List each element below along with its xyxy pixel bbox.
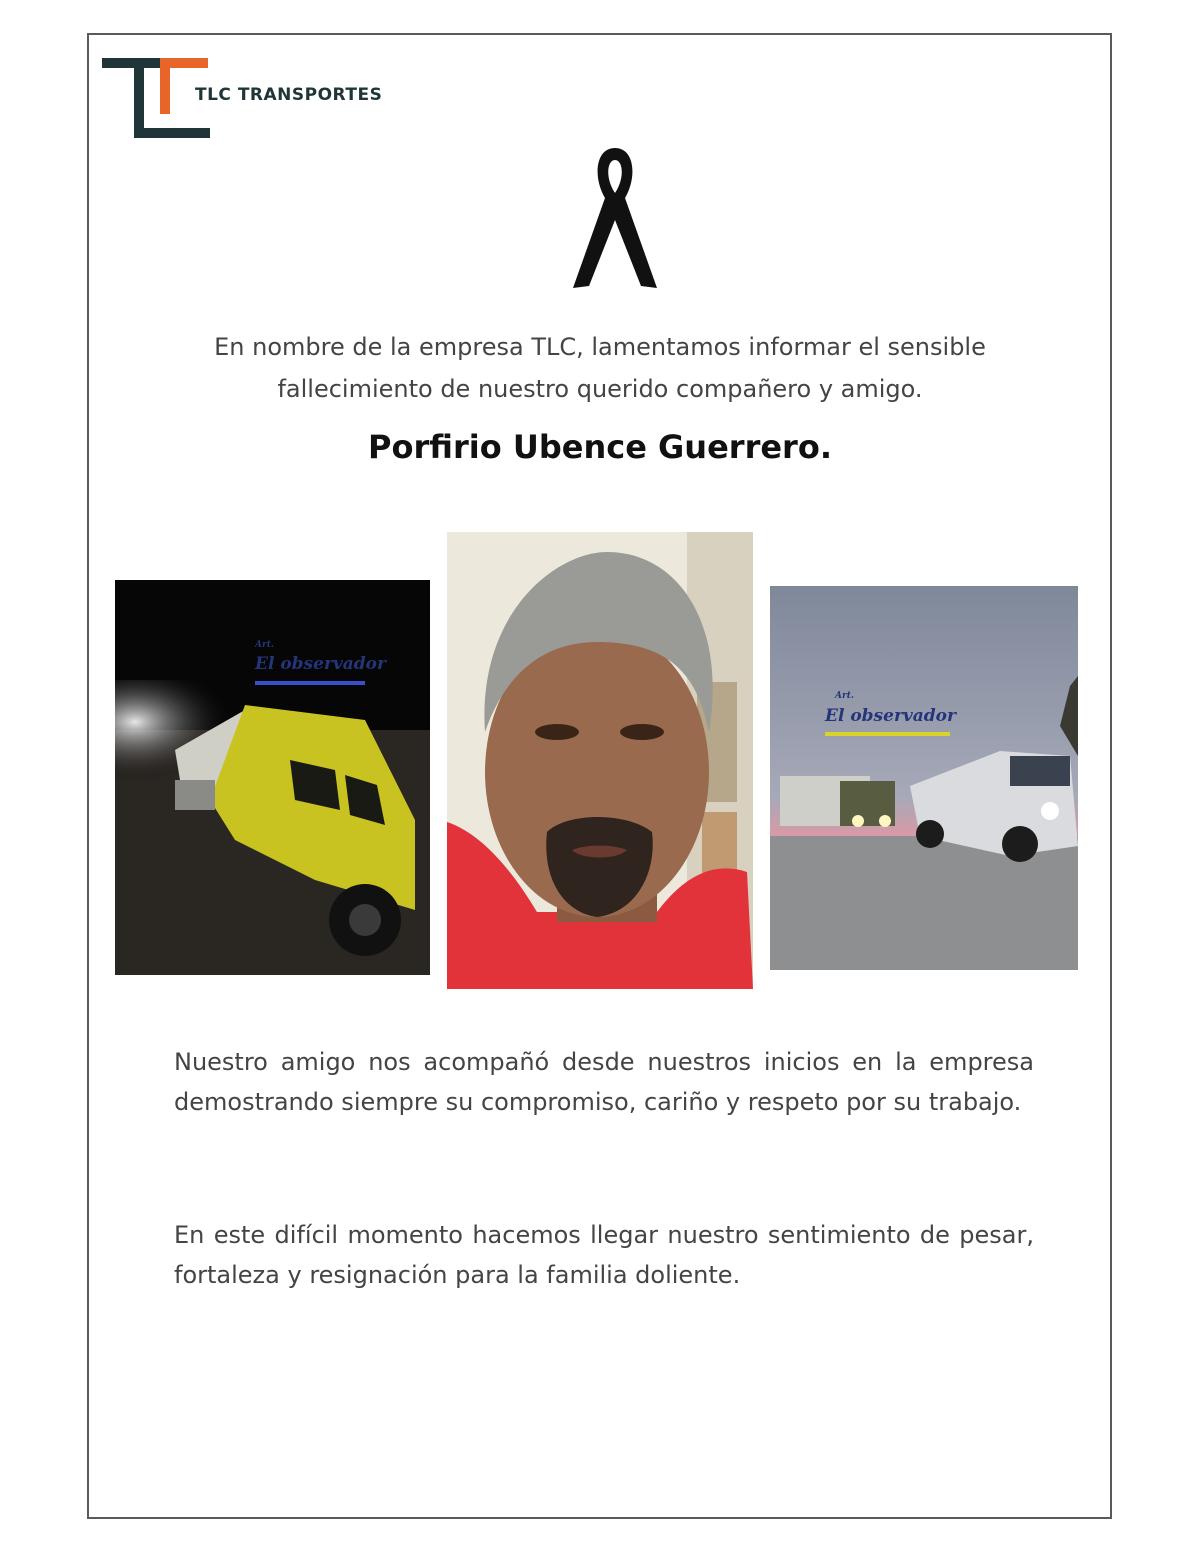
watermark-logo: El observador <box>255 654 386 674</box>
logo-text: TLC TRANSPORTES <box>195 85 383 105</box>
watermark-bar <box>255 681 365 685</box>
mourning-ribbon-icon <box>565 138 665 298</box>
company-logo <box>100 52 440 148</box>
watermark-small: Art. <box>255 640 275 650</box>
watermark-small: Art. <box>835 691 855 701</box>
truck-night-photo <box>115 580 430 975</box>
tow-truck-photo <box>770 586 1078 970</box>
tribute-paragraph: Nuestro amigo nos acompañó desde nuestros inicios en la empresa demostrando siempre su compromiso, cariño y respeto por su trabajo. <box>174 1048 1034 1116</box>
watermark-logo: El observador <box>825 706 956 726</box>
condolence-paragraph: En este difícil momento hacemos llegar nuestro sentimiento de pesar, fortaleza y resignación para la familia doliente. <box>174 1221 1034 1289</box>
watermark-bar <box>825 732 950 736</box>
portrait-photo <box>447 532 753 989</box>
deceased-name: Porfirio Ubence Guerrero. <box>368 428 832 466</box>
intro-text: En nombre de la empresa TLC, lamentamos informar el sensible fallecimiento de nuestro querido compañero y amigo. <box>214 333 986 403</box>
